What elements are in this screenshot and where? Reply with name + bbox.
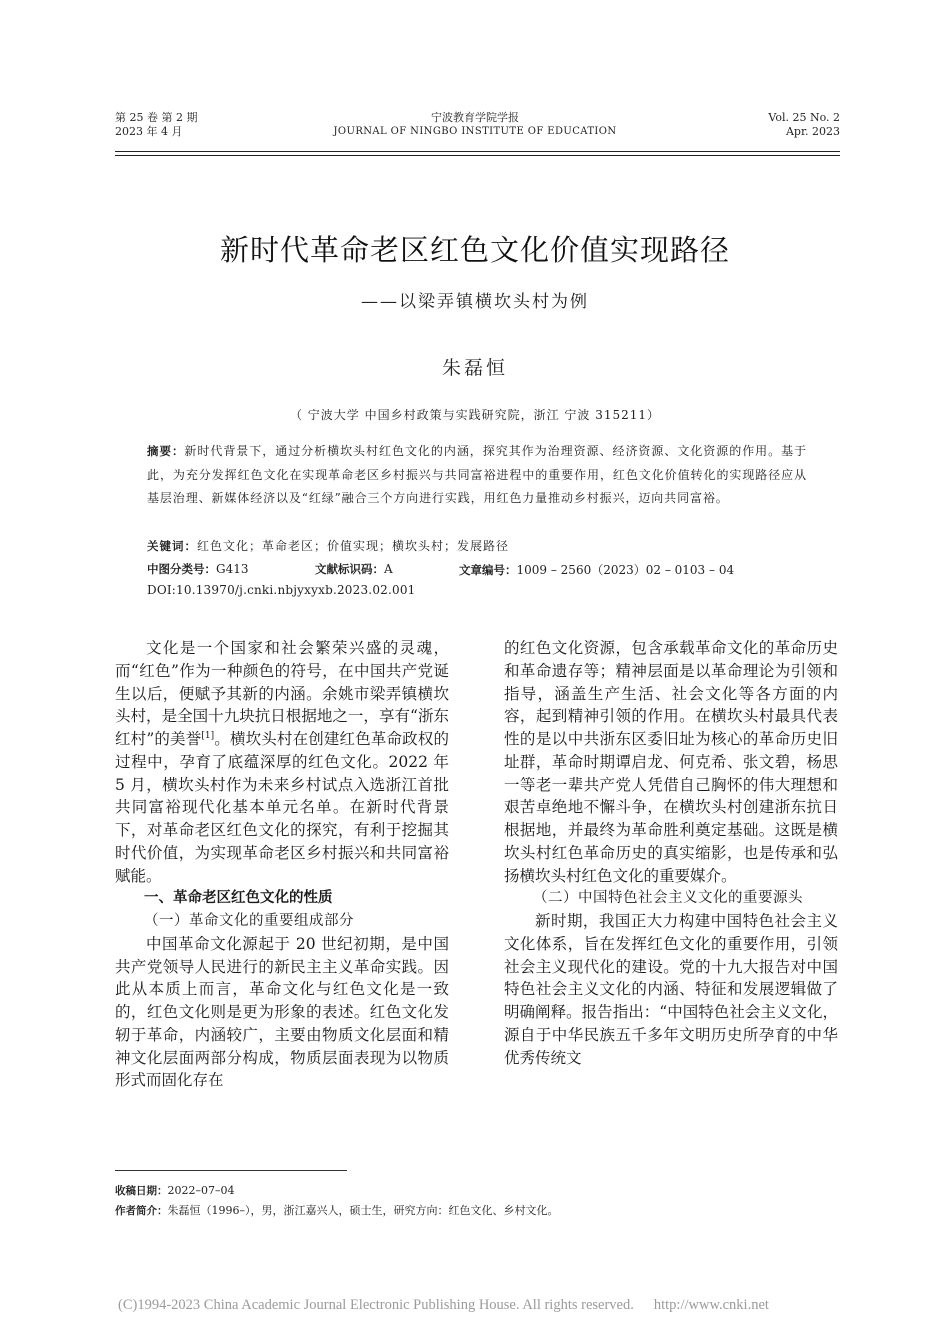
copyright-watermark xyxy=(118,1297,769,1314)
publication-date-en: Apr. 2023 xyxy=(785,125,840,138)
subsection-heading: （一）革命文化的重要组成部分 xyxy=(144,913,354,929)
keywords xyxy=(147,537,509,554)
body-paragraph: 中国革命文化源起于 20 世纪初期，是中国共产党领导人民进行的新民主主义革命实践。因此从本质上而言，革命文化与红色文化是一致的，红色文化则是更为形象的表述。红色文化发轫于革命，内涵较广，主要由物质文化层面和精神文化层面两部分构成，物质层面表现为以物质形式而固化存在 xyxy=(115,934,449,1090)
article-no-value: 1009 – 2560（2023）02 – 0103 – 04 xyxy=(516,563,735,577)
header-rule-thick xyxy=(115,151,840,152)
body-paragraph xyxy=(115,637,449,887)
doi[interactable]: DOI:10.13970/j.cnki.nbjyxyxb.2023.02.001 xyxy=(147,583,416,597)
body-paragraph: 的红色文化资源，包含承载革命文化的革命历史和革命遗存等；精神层面是以革命理论为引领和指导，涵盖生产生活、社会文化等各方面的内容，起到精神引领的作用。在横坎头村最具代表性的是以中共浙东区委旧址为核心的革命历史旧址群，革命时期谭启龙、何克希、张文碧，杨思一等老一辈共产党人凭借自己胸怀的伟大理想和艰苦卓绝地不懈斗争，在横坎头村创建浙东抗日根据地，并最终为革命胜利奠定基础。这既是横坎头村红色革命历史的真实缩影，也是传承和弘扬横坎头村红色文化的重要媒介。 xyxy=(504,639,838,885)
cnki-link[interactable]: http://www.cnki.net xyxy=(653,1297,769,1313)
paragraph-text: 文化是一个国家和社会繁荣兴盛的灵魂，而“红色”作为一种颜色的符号，在中国共产党诞生以后，便赋予其新的内涵。余姚市梁弄镇横坎头村，是全国十九块抗日根据地之一，享有“浙东红村”的美誉 xyxy=(115,639,449,748)
abstract xyxy=(147,440,807,511)
received-value: 2022–07–04 xyxy=(167,1184,235,1197)
journal-name-en: JOURNAL OF NINGBO INSTITUTE OF EDUCATION xyxy=(333,126,617,137)
reference-marker[interactable]: [1] xyxy=(201,730,215,741)
article-title: 新时代革命老区红色文化价值实现路径 xyxy=(219,233,730,267)
doc-code xyxy=(315,561,393,577)
received-label: 收稿日期： xyxy=(115,1185,168,1197)
body-column-right xyxy=(504,637,838,1069)
author-bio xyxy=(115,1202,559,1218)
article-subtitle: ——以梁弄镇横坎头村为例 xyxy=(361,292,589,312)
body-column-left xyxy=(115,637,449,1092)
classification-line xyxy=(147,561,735,577)
footnote-rule xyxy=(115,1170,347,1171)
journal-name-cn: 宁波教育学院学报 xyxy=(431,111,519,124)
abstract-text: 新时代背景下，通过分析横坎头村红色文化的内涵，探究其作为治理资源、经济资源、文化资源的作用。基于此，为充分发挥红色文化在实现革命老区乡村振兴与共同富裕进程中的重要作用，红色文化价值转化的实现路径应从基层治理、新媒体经济以及“红绿”融合三个方向进行实践，用红色力量推动乡村振兴，迈向共同富裕。 xyxy=(147,444,807,506)
doc-code-label: 文献标识码： xyxy=(315,562,384,576)
author-name: 朱磊恒 xyxy=(441,357,508,379)
copyright-text: (C)1994-2023 China Academic Journal Electronic Publishing House. All rights reserved. xyxy=(118,1297,634,1313)
clc-value: G413 xyxy=(216,562,249,576)
header-rule-thin xyxy=(115,155,840,156)
keywords-label: 关键词： xyxy=(147,539,197,553)
bio-text: 朱磊恒（1996–），男，浙江嘉兴人，硕士生，研究方向：红色文化、乡村文化。 xyxy=(167,1204,559,1217)
keywords-text: 红色文化；革命老区；价值实现；横坎头村；发展路径 xyxy=(197,539,510,553)
article-no-label: 文章编号： xyxy=(459,563,517,577)
subsection-heading: （二）中国特色社会主义文化的重要源头 xyxy=(533,890,803,907)
journal-volume-info-en xyxy=(768,111,840,139)
bio-label: 作者简介： xyxy=(115,1205,168,1217)
journal-name xyxy=(300,111,650,139)
abstract-label: 摘要： xyxy=(147,444,185,458)
body-paragraph: 新时期，我国正大力构建中国特色社会主义文化体系，旨在发挥红色文化的重要作用，引领社会主义现代化的建设。党的十九大报告对中国特色社会主义文化的内涵、特征和发展逻辑做了明确阐释。报告指出：“中国特色社会主义文化，源自于中华民族五千多年文明历史所孕育的中华优秀传统文 xyxy=(504,912,838,1067)
author-affiliation: （ 宁波大学 中国乡村政策与实践研究院，浙江 宁波 315211） xyxy=(289,408,661,422)
volume-issue: 第 25 卷 第 2 期 xyxy=(115,111,198,124)
section-heading: 一、革命老区红色文化的性质 xyxy=(144,890,333,907)
clc-label: 中图分类号： xyxy=(147,562,216,576)
journal-volume-info xyxy=(115,111,197,139)
volume-issue-en: Vol. 25 No. 2 xyxy=(768,111,840,124)
publication-date: 2023 年 4 月 xyxy=(115,125,183,138)
received-date xyxy=(115,1183,235,1198)
article-number xyxy=(459,561,734,578)
doc-code-value: A xyxy=(384,562,393,576)
paragraph-text: 。横坎头村在创建红色革命政权的过程中，孕育了底蕴深厚的红色文化。2022 年 5 月，横坎头村作为未来乡村试点入选浙江首批共同富裕现代化基本单元名单。在新时代背景下，对革命老区红色文化的探究，有利于挖掘其时代价值，为实现革命老区乡村振兴和共同富裕赋能。 xyxy=(115,730,449,885)
